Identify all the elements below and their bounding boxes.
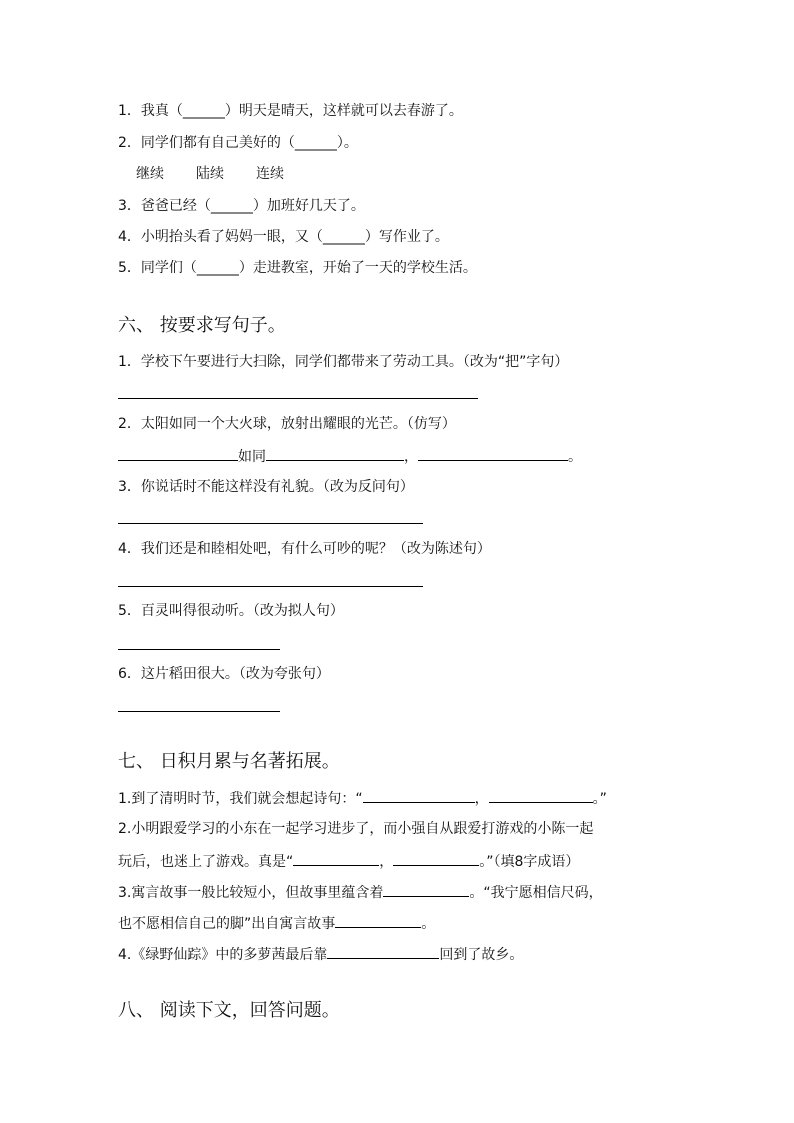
- s7-q2-blank-1[interactable]: [293, 851, 379, 866]
- s6-q2-blank-1[interactable]: [118, 446, 238, 461]
- s7-q4-text: 4.《绿野仙踪》中的多萝茜最后靠: [118, 947, 328, 963]
- s7-question-1: [118, 788, 607, 809]
- fill-q2-text: 2．同学们都有自己美好的（: [118, 135, 295, 151]
- s6-question-1: 1．学校下午要进行大扫除，同学们都带来了劳动工具。（改为“把”字句）: [118, 354, 569, 370]
- fill-q4-blank[interactable]: ______: [322, 229, 365, 245]
- word-choice-2: 陆续: [196, 166, 224, 182]
- fill-question-2: [118, 133, 358, 153]
- s7-q1-blank-2[interactable]: [489, 788, 593, 803]
- s7-q1-blank-1[interactable]: [363, 788, 475, 803]
- fill-question-3: [118, 196, 365, 216]
- s7-question-2-line-2: [118, 851, 579, 872]
- s6-q2-mid-text: 如同: [238, 449, 266, 465]
- s7-q2-comma: ，: [379, 854, 394, 870]
- s7-q3-end: 。: [421, 916, 436, 932]
- s6-question-3: 3．你说话时不能这样没有礼貌。（改为反问句）: [118, 479, 414, 495]
- s7-q4-blank[interactable]: [327, 944, 439, 959]
- word-choice-1: 继续: [136, 166, 164, 182]
- fill-q4-tail: ）写作业了。: [364, 229, 449, 245]
- fill-q5-tail: ）走进教室，开始了一天的学校生活。: [238, 260, 477, 276]
- section-6-title: 六、 按要求写句子。: [118, 315, 286, 336]
- s7-q2-end: 。”（填8字成语）: [479, 854, 580, 870]
- fill-q3-text: 3．爸爸已经（: [118, 198, 211, 214]
- fill-q1-blank[interactable]: ______: [182, 103, 225, 119]
- s6-q2-blank-3[interactable]: [418, 446, 568, 461]
- s7-q3-tail: 。“我宁愿相信尺码，: [469, 885, 603, 901]
- s7-question-3-line-2: [118, 913, 435, 934]
- fill-q2-blank[interactable]: ______: [294, 135, 337, 151]
- s6-question-2: 2．太阳如同一个大火球，放射出耀眼的光芒。（仿写）: [118, 416, 456, 432]
- word-choice-3: 连续: [256, 166, 284, 182]
- fill-q5-blank[interactable]: ______: [196, 260, 239, 276]
- fill-question-5: [118, 258, 477, 278]
- s7-q1-text: 1.到了清明时节，我们就会想起诗句：“: [118, 791, 363, 807]
- s6-question-4: 4．我们还是和睦相处吧，有什么可吵的呢？（改为陈述句）: [118, 541, 491, 557]
- fill-q2-tail: ）。: [336, 135, 358, 151]
- s6-question-6: 6．这片稻田很大。（改为夸张句）: [118, 666, 330, 682]
- section-8-title: 八、 阅读下文，回答问题。: [118, 1000, 340, 1021]
- s6-q5-answer-line[interactable]: [118, 649, 280, 650]
- s7-question-2-line-1: 2.小明跟爱学习的小东在一起学习进步了，而小强自从跟爱打游戏的小陈一起: [118, 821, 594, 837]
- s7-q3-text: 3.寓言故事一般比较短小，但故事里蕴含着: [118, 885, 384, 901]
- fill-question-4: [118, 227, 449, 247]
- s7-q4-tail: 回到了故乡。: [439, 947, 524, 963]
- s6-q6-answer-line[interactable]: [118, 711, 280, 712]
- s7-q3-text-2: 也不愿相信自己的脚”出自寓言故事: [118, 916, 336, 932]
- fill-question-1: [118, 101, 463, 121]
- s6-q1-answer-line[interactable]: [118, 398, 478, 399]
- s6-q4-answer-line[interactable]: [118, 586, 423, 587]
- s6-question-5: 5．百灵叫得很动听。（改为拟人句）: [118, 603, 344, 619]
- fill-q4-text: 4．小明抬头看了妈妈一眼，又（: [118, 229, 323, 245]
- s7-question-3-line-1: [118, 882, 603, 903]
- s7-q1-end: 。”: [592, 791, 607, 807]
- section-7-title: 七、 日积月累与名著拓展。: [118, 751, 340, 772]
- fill-q1-text: 1．我真（: [118, 103, 183, 119]
- fill-q5-text: 5．同学们（: [118, 260, 197, 276]
- s7-q2-blank-2[interactable]: [393, 851, 479, 866]
- s7-question-4: [118, 944, 523, 965]
- fill-q3-tail: ）加班好几天了。: [252, 198, 365, 214]
- fill-q3-blank[interactable]: ______: [210, 198, 253, 214]
- word-choices: [136, 164, 316, 184]
- fill-q1-tail: ）明天是晴天，这样就可以去春游了。: [224, 103, 463, 119]
- s7-q3-blank-1[interactable]: [383, 882, 469, 897]
- s7-q1-comma: ，: [474, 791, 489, 807]
- s7-q2-text: 玩后，也迷上了游戏。真是“: [118, 854, 294, 870]
- s6-q3-answer-line[interactable]: [118, 523, 423, 524]
- s6-q2-end: 。: [568, 449, 582, 465]
- s7-q3-blank-2[interactable]: [335, 913, 421, 928]
- s6-q2-blank-2[interactable]: [266, 446, 404, 461]
- s6-q2-fill-row: [118, 446, 582, 467]
- s6-q2-comma: ，: [404, 449, 418, 465]
